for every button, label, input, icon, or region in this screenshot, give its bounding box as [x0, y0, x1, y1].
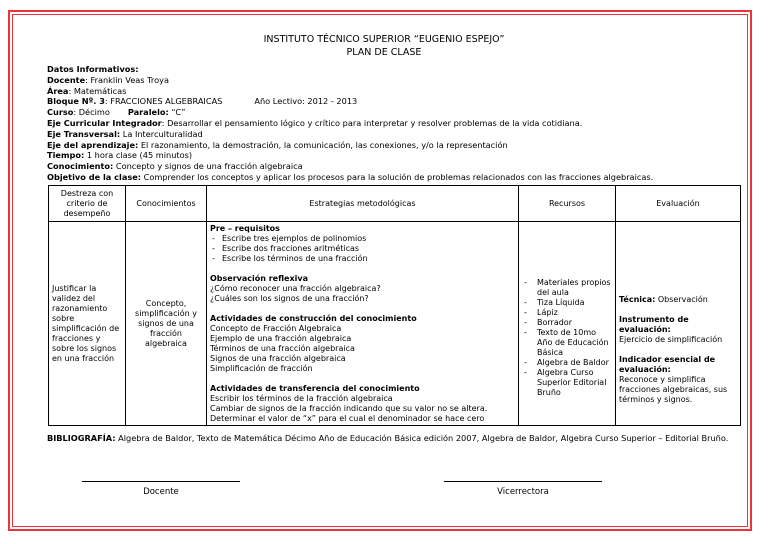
area-row: Área: Matemáticas	[47, 85, 127, 96]
list-item: Simplificación de fracción	[210, 364, 313, 373]
estrategias-cell	[207, 222, 519, 426]
list-item: Ejemplo de una fracción algebraica	[210, 334, 352, 343]
bibliografia	[47, 432, 739, 444]
institution-title: INSTITUTO TÉCNICO SUPERIOR “EUGENIO ESPEJO”	[263, 34, 505, 45]
vicerrectora-signature-line	[444, 481, 602, 482]
list-item: - Lápiz	[522, 308, 612, 318]
header-conocimientos: Conocimientos	[126, 186, 207, 222]
list-item: Escribir los términos de la fracción algebraica	[210, 394, 393, 403]
vicerrectora-label: Vicerrectora	[497, 487, 549, 497]
conocimientos-cell: Concepto, simplificación y signos de una fracción algebraica	[126, 222, 207, 426]
bibliografia-label: BIBLIOGRAFÍA:	[47, 433, 116, 443]
instrumento-label: Instrumento de evaluación:	[619, 315, 689, 334]
section-label: Datos Informativos:	[47, 64, 139, 74]
destreza-cell: Justificar la validez del razonamiento sobre simplificación de fracciones y sobre los signos en una fracción	[49, 222, 126, 426]
bloque-row: Bloque Nº. 3: FRACCIONES ALGEBRAICAS Año Lectivo: 2012 - 2013	[47, 96, 358, 107]
list-item: - Escribe dos fracciones aritméticas	[210, 244, 515, 254]
list-item: Cambiar de signos de la fracción indicando que su valor no se altera.	[210, 404, 488, 413]
docente-label: Docente	[143, 487, 179, 497]
list-item: - Texto de 10mo Año de Educación Básica	[522, 328, 612, 358]
list-item: Términos de una fracción algebraica	[210, 344, 355, 353]
document-title: PLAN DE CLASE	[346, 47, 422, 58]
anio-lectivo: Año Lectivo: 2012 - 2013	[254, 96, 358, 107]
eje-integrador-row: Eje Curricular Integrador: Desarrollar el pensamiento lógico y crítico para interpretar y resolver problemas de la vida cotidiana.	[47, 117, 583, 128]
objetivo-row: Objetivo de la clase: Comprender los conceptos y aplicar los procesos para la solución de problemas relacionados con las fracciones algebraicas.	[47, 171, 654, 182]
transferencia-title: Actividades de transferencia del conocimiento	[210, 384, 420, 393]
list-item: - Tiza Líquida	[522, 298, 612, 308]
list-item: - Algebra Curso Superior Editorial Bruño	[522, 368, 612, 398]
list-item: Concepto de Fracción Algebraica	[210, 324, 342, 333]
list-item: - Escribe los términos de una fracción	[210, 254, 515, 264]
evaluacion-cell	[616, 222, 741, 426]
indicador-label: Indicador esencial de evaluación:	[619, 355, 716, 374]
recursos-list	[522, 278, 612, 398]
header-recursos: Recursos	[519, 186, 616, 222]
prerequisitos-title: Pre – requisitos	[210, 224, 280, 233]
list-item: ¿Cuáles son los signos de una fracción?	[210, 294, 369, 303]
recursos-cell	[519, 222, 616, 426]
curso-row: Curso: Décimo Paralelo: “C”	[47, 107, 186, 118]
prerequisitos-list	[210, 234, 515, 264]
eje-aprendizaje-row: Eje del aprendizaje: El razonamiento, la demostración, la comunicación, las conexiones, y/o la representación	[47, 139, 508, 150]
indicador-value: Reconoce y simplifica fracciones algebraicas, sus términos y signos.	[619, 375, 728, 404]
list-item: - Escribe tres ejemplos de polinomios	[210, 234, 515, 244]
tiempo-row: Tiempo: 1 hora clase (45 minutos)	[47, 150, 193, 161]
tecnica-row: Técnica: Observación	[619, 295, 708, 304]
list-item: Determinar el valor de “x” para el cual el denominador se hace cero	[210, 414, 485, 423]
list-item: - Algebra de Baldor	[522, 358, 612, 368]
plan-table	[48, 185, 741, 426]
bibliografia-text: Algebra de Baldor, Texto de Matemática Décimo Año de Educación Básica edición 2007, Algebra de Baldor, Algebra Curso Superior – Editorial Bruño.	[115, 433, 729, 443]
header-estrategias: Estrategias metodológicas	[207, 186, 519, 222]
observacion-title: Observación reflexiva	[210, 274, 308, 283]
list-item: - Materiales propios del aula	[522, 278, 612, 298]
construccion-title: Actividades de construcción del conocimiento	[210, 314, 417, 323]
table-header-row	[49, 186, 741, 222]
datos-informativos	[47, 64, 747, 183]
list-item: - Borrador	[522, 318, 612, 328]
instrumento-value: Ejercicio de simplificación	[619, 335, 723, 344]
conocimiento-row: Conocimiento: Concepto y signos de una fracción algebraica	[47, 161, 303, 172]
table-row	[49, 222, 741, 426]
docente-signature-line	[82, 481, 240, 482]
eje-transversal-row: Eje Transversal: La Interculturalidad	[47, 128, 203, 139]
list-item: ¿Cómo reconocer una fracción algebraica?	[210, 284, 381, 293]
header-evaluacion: Evaluación	[616, 186, 741, 222]
header-destreza: Destreza con criterio de desempeño	[49, 186, 126, 222]
list-item: Signos de una fracción algebraica	[210, 354, 346, 363]
docente-row: Docente: Franklin Veas Troya	[47, 74, 169, 85]
